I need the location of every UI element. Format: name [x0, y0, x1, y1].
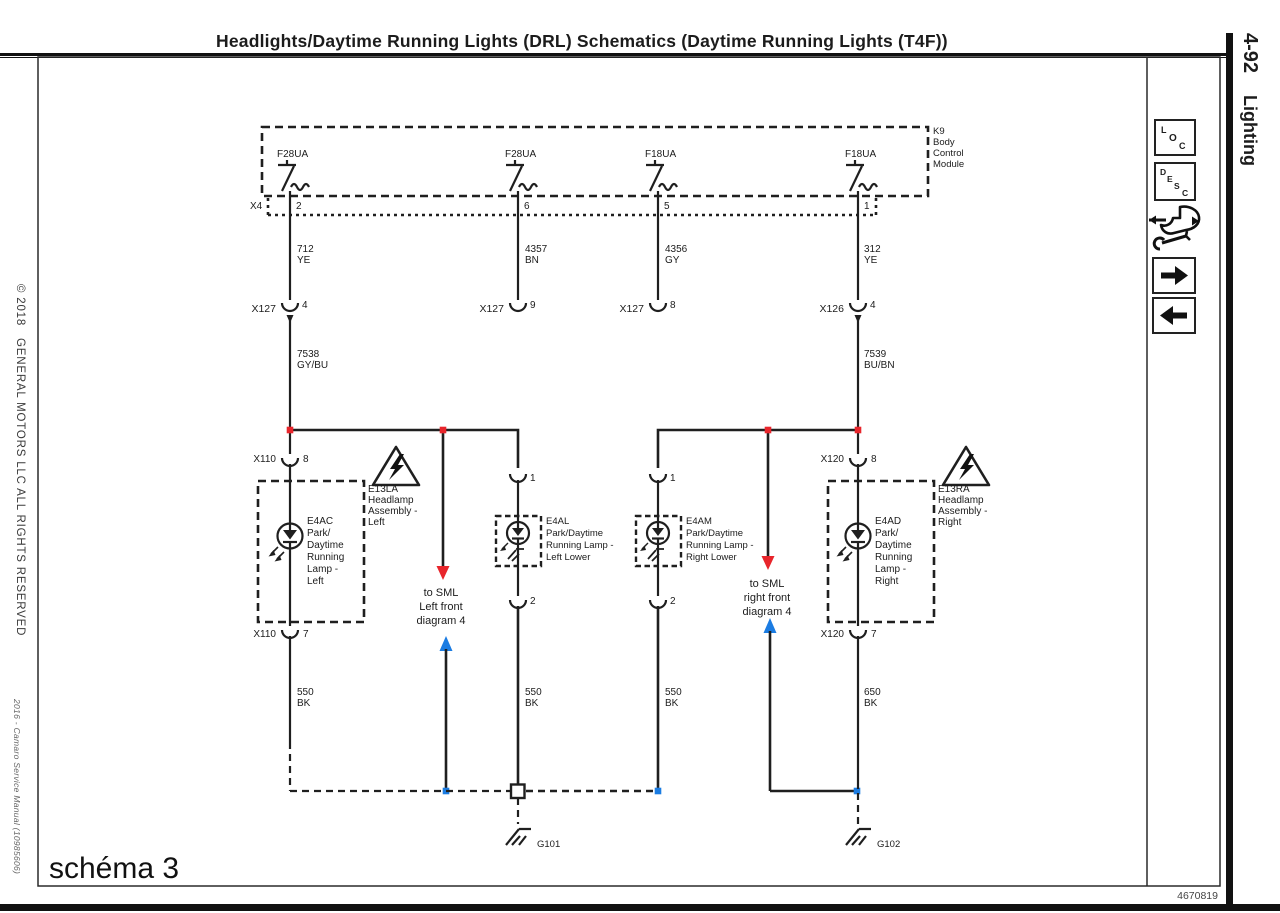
warning-triangle-left: [368, 447, 419, 528]
inline-connector-x126-4: [819, 300, 876, 323]
lamp-e4am: [636, 473, 754, 608]
manual-title-text: 2016 - Camaro Service Manual (10985606): [12, 699, 22, 875]
svg-text:X110: X110: [253, 454, 276, 465]
annotation-right: [743, 578, 792, 618]
lamp-e4al: [496, 473, 614, 608]
copyright-text: © 2018 GENERAL MOTORS LLC ALL RIGHTS RESERVED: [14, 284, 26, 637]
svg-text:BN: BN: [525, 255, 539, 266]
bcm-label-line: Control: [933, 148, 964, 159]
mid-wires: [290, 318, 895, 454]
svg-text:1: 1: [530, 473, 536, 484]
svg-text:E13RA: E13RA: [938, 484, 970, 495]
svg-text:diagram 4: diagram 4: [742, 606, 792, 618]
svg-text:F28UA: F28UA: [277, 149, 309, 160]
fuse-pin: 5: [664, 201, 670, 212]
svg-text:Park/: Park/: [307, 528, 331, 539]
ground-g102: [846, 829, 900, 850]
fuse-f28ua-1: [277, 149, 309, 300]
svg-text:Right: Right: [875, 576, 899, 587]
svg-text:E4AD: E4AD: [875, 516, 902, 527]
section-label: Lighting: [1240, 95, 1260, 166]
svg-text:GY: GY: [665, 255, 680, 266]
svg-text:Running Lamp -: Running Lamp -: [546, 540, 614, 551]
svg-text:Daytime: Daytime: [307, 540, 344, 551]
svg-text:Lamp -: Lamp -: [307, 564, 339, 575]
svg-text:650: 650: [864, 687, 881, 698]
svg-text:4: 4: [870, 300, 876, 311]
junction-dot: [855, 427, 862, 434]
svg-text:550: 550: [297, 687, 314, 698]
svg-text:9: 9: [530, 300, 536, 311]
svg-text:E4AM: E4AM: [686, 516, 712, 527]
svg-text:2: 2: [530, 596, 536, 607]
blue-highlight-wires: [440, 606, 861, 794]
ground-g101: [506, 829, 560, 850]
desc-letter-e: E: [1167, 174, 1173, 184]
svg-text:BK: BK: [297, 698, 311, 709]
fuse-f28ua-2: [505, 149, 537, 300]
svg-text:712: 712: [297, 244, 314, 255]
svg-text:Daytime: Daytime: [875, 540, 912, 551]
svg-text:G102: G102: [877, 839, 901, 850]
svg-text:Running: Running: [875, 552, 913, 563]
fuse-f18ua-2: [845, 149, 877, 300]
svg-text:Headlamp: Headlamp: [938, 495, 984, 506]
schema-note: schéma 3: [49, 852, 180, 885]
svg-text:4: 4: [302, 300, 308, 311]
svg-text:to SML: to SML: [749, 578, 785, 590]
fuse-pin: 2: [296, 201, 302, 212]
svg-text:X126: X126: [819, 303, 844, 315]
svg-text:Left Lower: Left Lower: [546, 552, 591, 563]
svg-text:4356: 4356: [665, 244, 688, 255]
svg-text:diagram 4: diagram 4: [416, 615, 466, 627]
bcm-label-line: Module: [933, 159, 965, 170]
svg-text:7: 7: [303, 629, 309, 640]
right-headlamp-assembly: [821, 454, 934, 640]
svg-text:G101: G101: [537, 839, 561, 850]
svg-text:F18UA: F18UA: [645, 149, 677, 160]
svg-text:312: 312: [864, 244, 881, 255]
bcm-connector-x4: [250, 198, 876, 215]
fuse-pin: 1: [864, 201, 870, 212]
svg-text:F18UA: F18UA: [845, 149, 877, 160]
svg-text:Park/Daytime: Park/Daytime: [546, 528, 604, 539]
desc-letter-d: D: [1160, 167, 1167, 177]
junction-dot: [440, 427, 447, 434]
svg-text:E4AC: E4AC: [307, 516, 334, 527]
red-arrowhead-right: [762, 556, 775, 570]
svg-text:550: 550: [525, 687, 542, 698]
junction-dot: [765, 427, 772, 434]
upper-circuit-labels: [297, 244, 881, 266]
connector-x4-label: X4: [250, 201, 263, 212]
desc-letter-c: C: [1182, 188, 1189, 198]
svg-text:2: 2: [670, 596, 676, 607]
fuse-f18ua-1: [645, 149, 677, 300]
blue-arrowhead-left: [440, 636, 453, 651]
svg-text:Left: Left: [368, 517, 385, 528]
svg-text:Headlamp: Headlamp: [368, 495, 414, 506]
desc-letter-s: S: [1174, 181, 1180, 191]
svg-text:4357: 4357: [525, 244, 548, 255]
svg-text:Lamp -: Lamp -: [875, 564, 907, 575]
left-headlamp-assembly: [253, 454, 364, 640]
svg-text:X127: X127: [251, 303, 276, 315]
svg-text:to SML: to SML: [423, 587, 459, 599]
page-border: [38, 57, 1220, 886]
page-title: Headlights/Daytime Running Lights (DRL) Schematics (Daytime Running Lights (T4F)): [216, 31, 948, 51]
page-number: 4-92: [1239, 33, 1261, 74]
svg-text:Assembly -: Assembly -: [938, 506, 988, 517]
drawing-number: 4670819: [1177, 890, 1218, 902]
bcm-id: K9: [933, 126, 945, 137]
lamp-icon-e4ad: [837, 524, 871, 562]
svg-text:right front: right front: [743, 592, 791, 604]
svg-text:E4AL: E4AL: [546, 516, 570, 527]
lamp-icon-e4ac: [269, 524, 303, 562]
svg-text:BK: BK: [864, 698, 878, 709]
bcm-label-line: Body: [933, 137, 955, 148]
svg-text:1: 1: [670, 473, 676, 484]
svg-text:7538: 7538: [297, 349, 320, 360]
junction-dot: [655, 788, 662, 795]
svg-text:7: 7: [871, 629, 877, 640]
svg-text:X110: X110: [253, 629, 276, 640]
svg-text:Assembly -: Assembly -: [368, 506, 418, 517]
blue-arrowhead-right: [764, 618, 777, 633]
inline-connector-x127-4: [251, 300, 308, 323]
svg-text:GY/BU: GY/BU: [297, 360, 329, 371]
lower-wires: [290, 636, 881, 824]
svg-text:Right Lower: Right Lower: [686, 552, 737, 563]
svg-text:Left: Left: [307, 576, 324, 587]
svg-text:Park/: Park/: [875, 528, 899, 539]
splice-junction: [511, 785, 525, 825]
svg-text:X127: X127: [619, 303, 644, 315]
red-arrowhead-left: [437, 566, 450, 580]
svg-text:F28UA: F28UA: [505, 149, 537, 160]
svg-text:Running Lamp -: Running Lamp -: [686, 540, 754, 551]
svg-text:550: 550: [665, 687, 682, 698]
loc-letter-l: L: [1161, 125, 1167, 135]
svg-text:X127: X127: [479, 303, 504, 315]
annotation-left: [417, 587, 466, 627]
svg-text:E13LA: E13LA: [368, 484, 399, 495]
svg-text:7539: 7539: [864, 349, 887, 360]
svg-text:Left front: Left front: [419, 601, 463, 613]
svg-text:BK: BK: [525, 698, 539, 709]
svg-text:BK: BK: [665, 698, 679, 709]
svg-text:8: 8: [670, 300, 676, 311]
fuse-pin: 6: [524, 201, 530, 212]
svg-text:8: 8: [303, 454, 309, 465]
svg-text:BU/BN: BU/BN: [864, 360, 895, 371]
svg-text:X120: X120: [820, 454, 844, 465]
junction-dot: [287, 427, 294, 434]
loc-letter-c: C: [1179, 141, 1186, 151]
svg-text:Running: Running: [307, 552, 345, 563]
svg-text:8: 8: [871, 454, 877, 465]
svg-text:Right: Right: [938, 517, 962, 528]
svg-text:YE: YE: [297, 255, 311, 266]
svg-text:X120: X120: [820, 629, 844, 640]
inline-connector-x127-9: [479, 300, 536, 315]
warning-triangle-right: [938, 447, 989, 528]
loc-letter-o: O: [1169, 133, 1177, 144]
inline-connector-x127-8: [619, 300, 676, 315]
svg-text:YE: YE: [864, 255, 878, 266]
svg-text:Park/Daytime: Park/Daytime: [686, 528, 744, 539]
